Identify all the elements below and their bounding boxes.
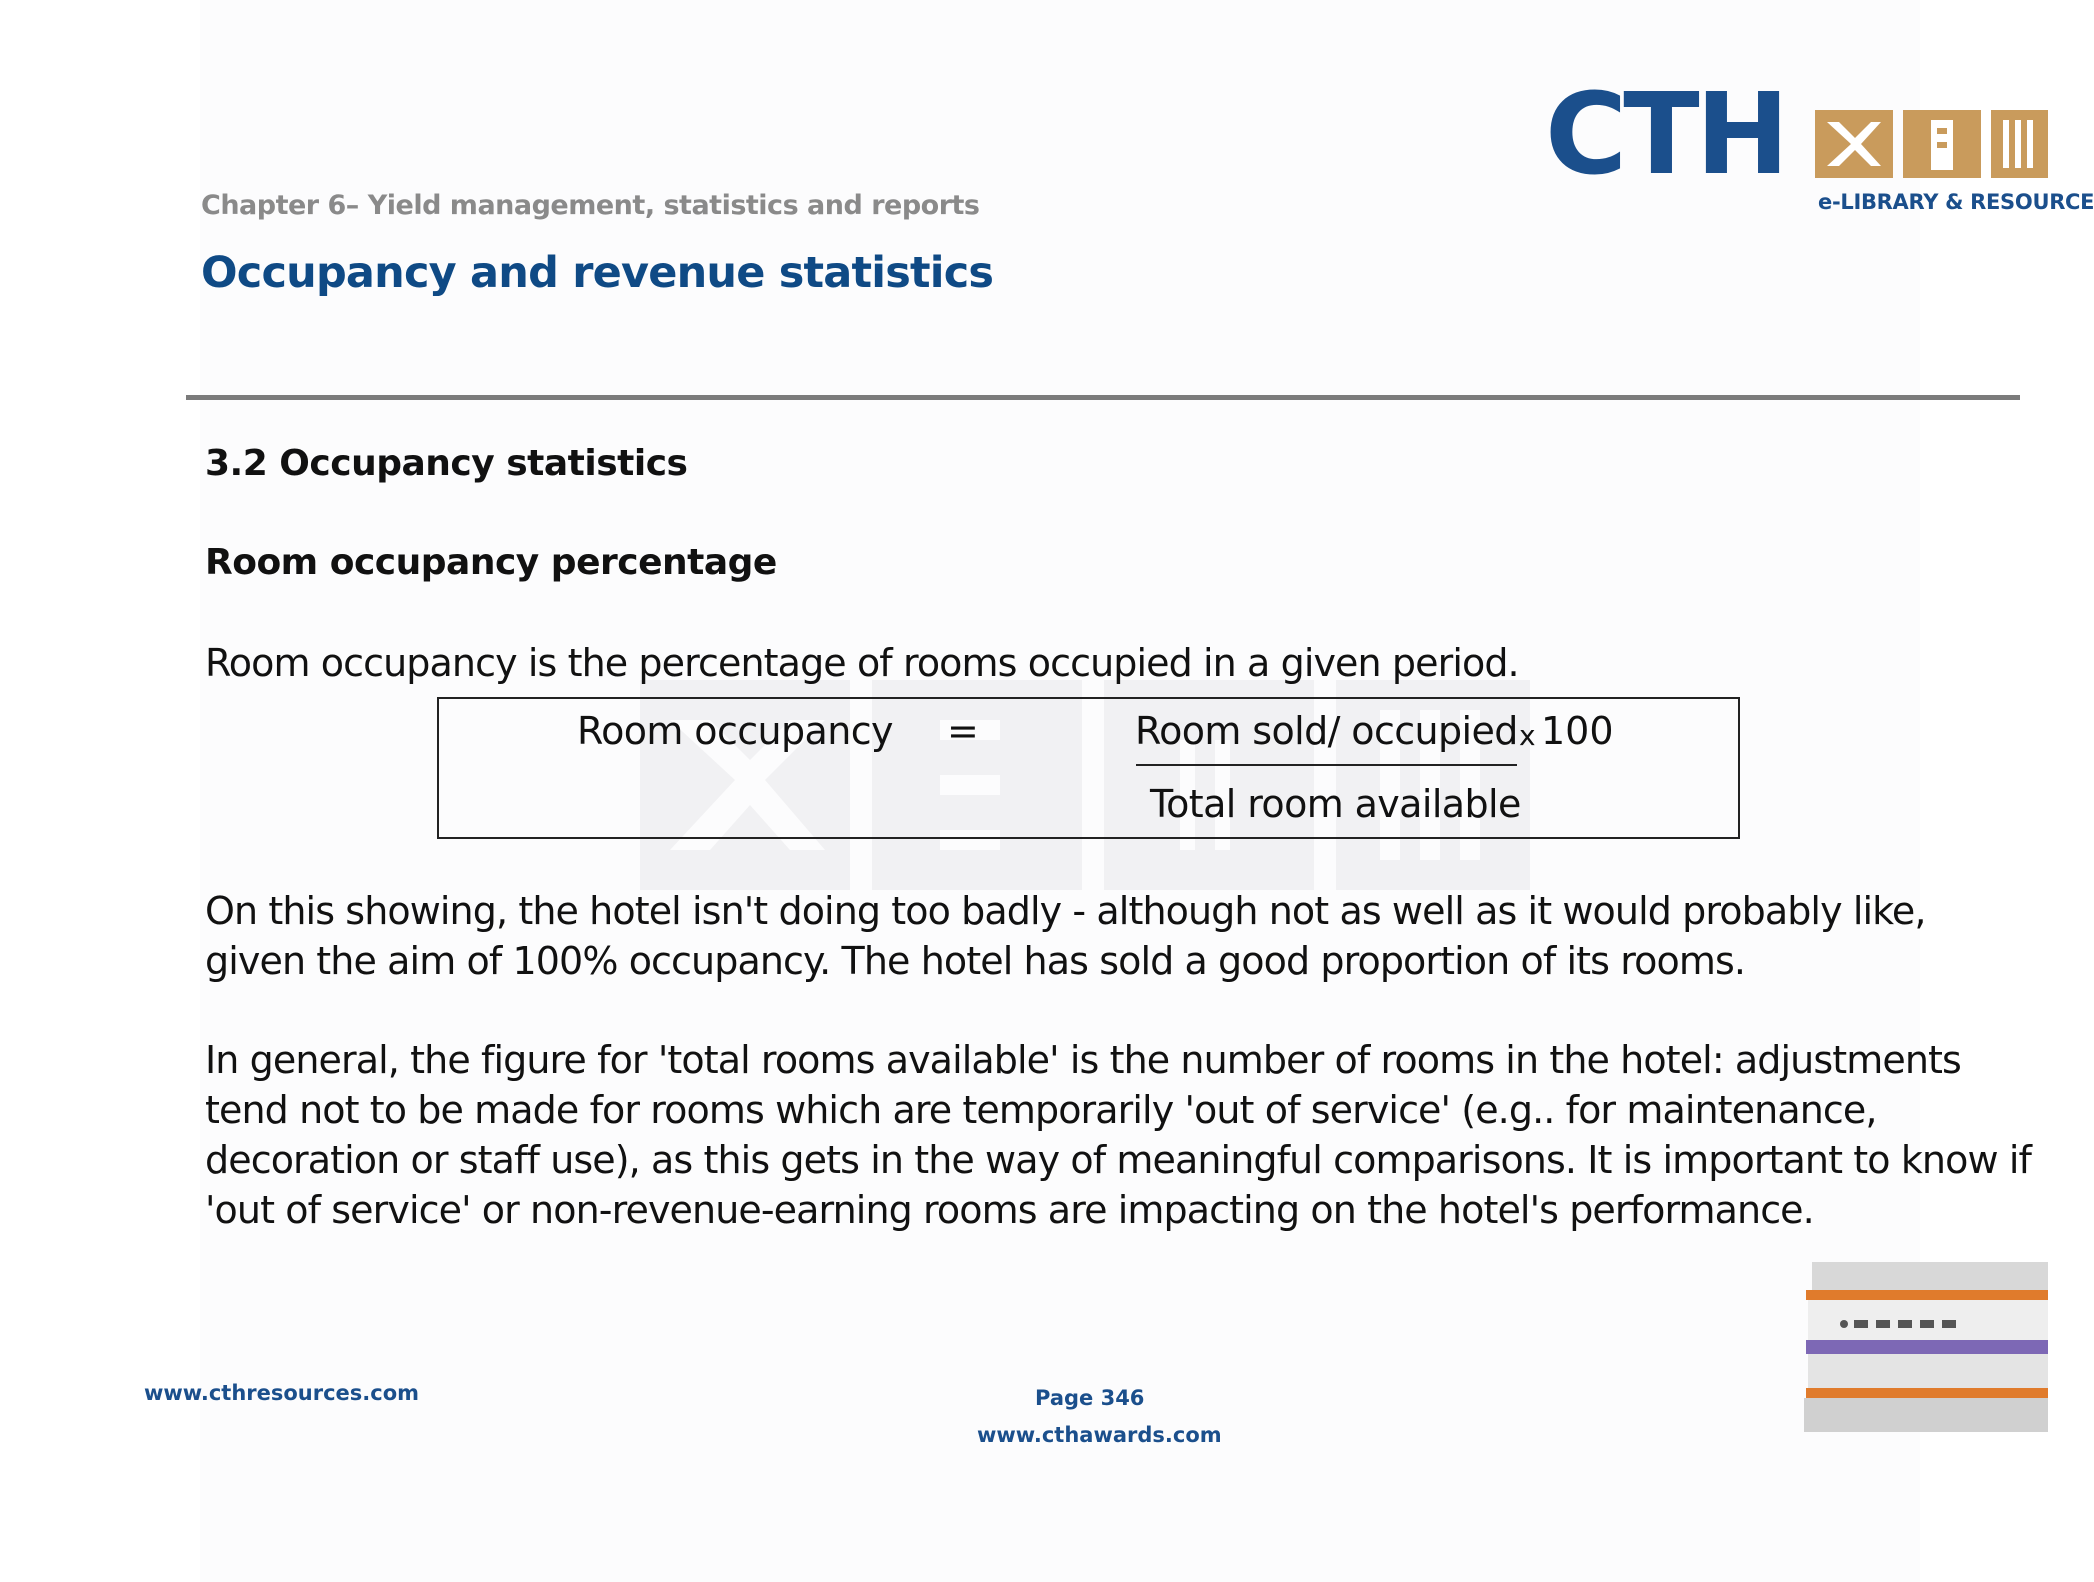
section-subheading: Room occupancy percentage — [205, 542, 777, 583]
formula-denominator: Total room available — [1150, 782, 1521, 826]
formula-multiplier: 100 — [1541, 709, 1614, 753]
plane-icon — [1815, 110, 1893, 178]
formula-times: x — [1519, 719, 1536, 752]
book-stack-icon — [1804, 1262, 2048, 1432]
formula-lhs: Room occupancy — [577, 709, 893, 753]
header-divider — [186, 395, 2020, 400]
page-number: Page 346 — [1035, 1386, 1145, 1410]
section-heading: 3.2 Occupancy statistics — [205, 443, 688, 484]
body-paragraph: In general, the figure for 'total rooms available' is the number of rooms in the hotel: adjustments tend not to be made for rooms which are temporarily 'out of service' (e.g.. for maintenance, decoration or staff use), as this gets in the way of meaningful comparisons. It is important to know if 'out of service' or non-revenue-earning rooms are impacting on the hotel's performance. — [205, 1038, 2031, 1232]
fraction-bar — [1136, 764, 1517, 766]
logo-subtitle: e-LIBRARY & RESOURCE — [1818, 190, 2094, 214]
footer-resources-link[interactable]: www.cthresources.com — [144, 1381, 420, 1405]
bars-icon — [1991, 110, 2048, 178]
footer-awards-link[interactable]: www.cthawards.com — [977, 1423, 1222, 1447]
cth-logo — [1545, 70, 2094, 225]
formula-equals: = — [947, 709, 979, 753]
intro-paragraph: Room occupancy is the percentage of rooms occupied in a given period. — [205, 641, 1519, 685]
body-paragraph: On this showing, the hotel isn't doing too badly - although not as well as it would probably like, given the aim of 100% occupancy. The hotel has sold a good proportion of its rooms. — [205, 889, 1926, 983]
formula-numerator: Room sold/ occupied — [1135, 709, 1518, 753]
building-icon — [1903, 110, 1981, 178]
chapter-label: Chapter 6– Yield management, statistics and reports — [201, 190, 980, 221]
formula-box — [437, 697, 1740, 839]
page-title: Occupancy and revenue statistics — [201, 248, 994, 298]
logo-brand-text: CTH — [1545, 70, 1786, 200]
